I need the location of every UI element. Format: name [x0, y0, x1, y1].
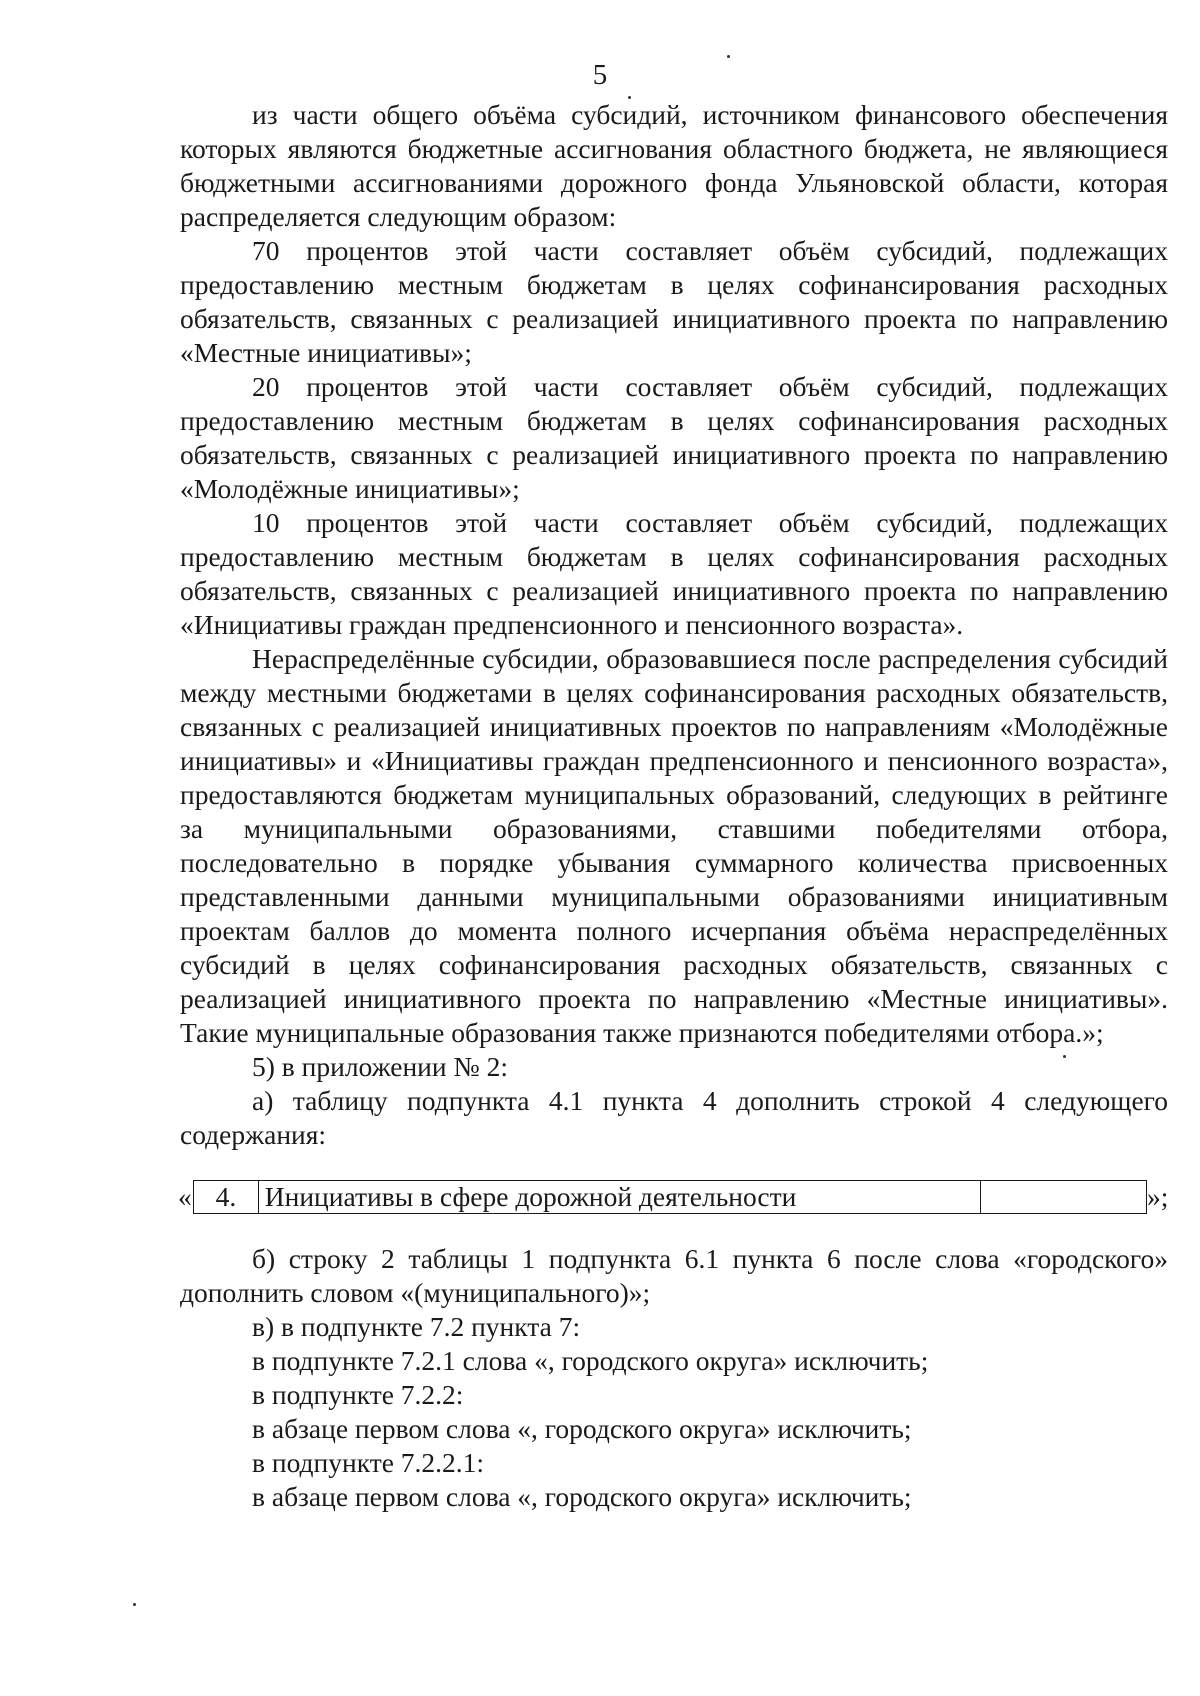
- paragraph-item-a: а) таблицу подпункта 4.1 пункта 4 дополнить строкой 4 следующего содержания:: [180, 1085, 1168, 1150]
- paragraph-7-2-1: в подпункте 7.2.1 слова «, городского округа» исключить;: [252, 1345, 929, 1376]
- opening-quote: «: [178, 1181, 192, 1212]
- row-name-cell: Инициативы в сфере дорожной деятельности: [258, 1181, 981, 1214]
- paragraph-7-2-2: в подпункте 7.2.2:: [252, 1379, 464, 1410]
- paragraph-7-2-2-1: в подпункте 7.2.2.1:: [252, 1447, 485, 1478]
- inserted-table-row-block: [180, 1180, 1168, 1214]
- paragraph-7-2-2-1-first-abzac: в абзаце первом слова «, городского округа» исключить;: [252, 1481, 912, 1512]
- closing-quote: »;: [1147, 1181, 1169, 1212]
- document-body: [180, 98, 1168, 1514]
- table-row: [194, 1181, 1147, 1214]
- paragraph-70-percent: 70 процентов этой части составляет объём субсидий, подлежащих предоставлению местным бюджетам в целях софинансирования расходных обязательств, связанных с реализацией инициативного проекта по направлению «Местные инициативы»;: [180, 235, 1168, 368]
- scan-speck: [133, 1603, 136, 1606]
- paragraph-20-percent: 20 процентов этой части составляет объём субсидий, подлежащих предоставлению местным бюджетам в целях софинансирования расходных обязательств, связанных с реализацией инициативного проекта по направлению «Молодёжные инициативы»;: [180, 371, 1168, 504]
- scan-speck: [727, 55, 730, 58]
- paragraph-appendix-2: 5) в приложении № 2:: [252, 1051, 508, 1082]
- scan-speck: [628, 96, 631, 99]
- row-number-cell: 4.: [194, 1181, 259, 1214]
- paragraph-subsidy-intro: из части общего объёма субсидий, источником финансового обеспечения которых являются бюджетные ассигнования областного бюджета, не являющиеся бюджетными ассигнованиями дорожного фонда Ульяновской области, которая распределяется следующим образом:: [180, 99, 1168, 232]
- paragraph-item-b: б) строку 2 таблицы 1 подпункта 6.1 пункта 6 после слова «городского» дополнить словом «(муниципального)»;: [180, 1243, 1168, 1308]
- scan-speck: [1063, 1055, 1066, 1058]
- paragraph-undistributed-subsidies: Нераспределённые субсидии, образовавшиеся после распределения субсидий между местными бюджетами в целях софинансирования расходных обязательств, связанных с реализацией инициативных проектов по направлениям «Молодёжные инициативы» и «Инициативы граждан предпенсионного и пенсионного возраста», предоставляются бюджетам муниципальных образований, следующих в рейтинге за муниципальными образованиями, ставшими победителями отбора, последовательно в порядке убывания суммарного количества присвоенных представленными данными муниципальными образованиями инициативным проектам баллов до момента полного исчерпания объёма нераспределённых субсидий в целях софинансирования расходных обязательств, связанных с реализацией инициативного проекта по направлению «Местные инициативы». Такие муниципальные образования также признаются победителями отбора.»;: [180, 643, 1168, 1048]
- paragraph-7-2-2-first-abzac: в абзаце первом слова «, городского округа» исключить;: [252, 1413, 912, 1444]
- inserted-table-row: [193, 1180, 1147, 1214]
- row-value-cell: [981, 1181, 1147, 1214]
- page-number: 5: [592, 59, 608, 91]
- paragraph-10-percent: 10 процентов этой части составляет объём субсидий, подлежащих предоставлению местным бюджетам в целях софинансирования расходных обязательств, связанных с реализацией инициативного проекта по направлению «Инициативы граждан предпенсионного и пенсионного возраста».: [180, 507, 1168, 640]
- paragraph-item-v: в) в подпункте 7.2 пункта 7:: [252, 1311, 581, 1342]
